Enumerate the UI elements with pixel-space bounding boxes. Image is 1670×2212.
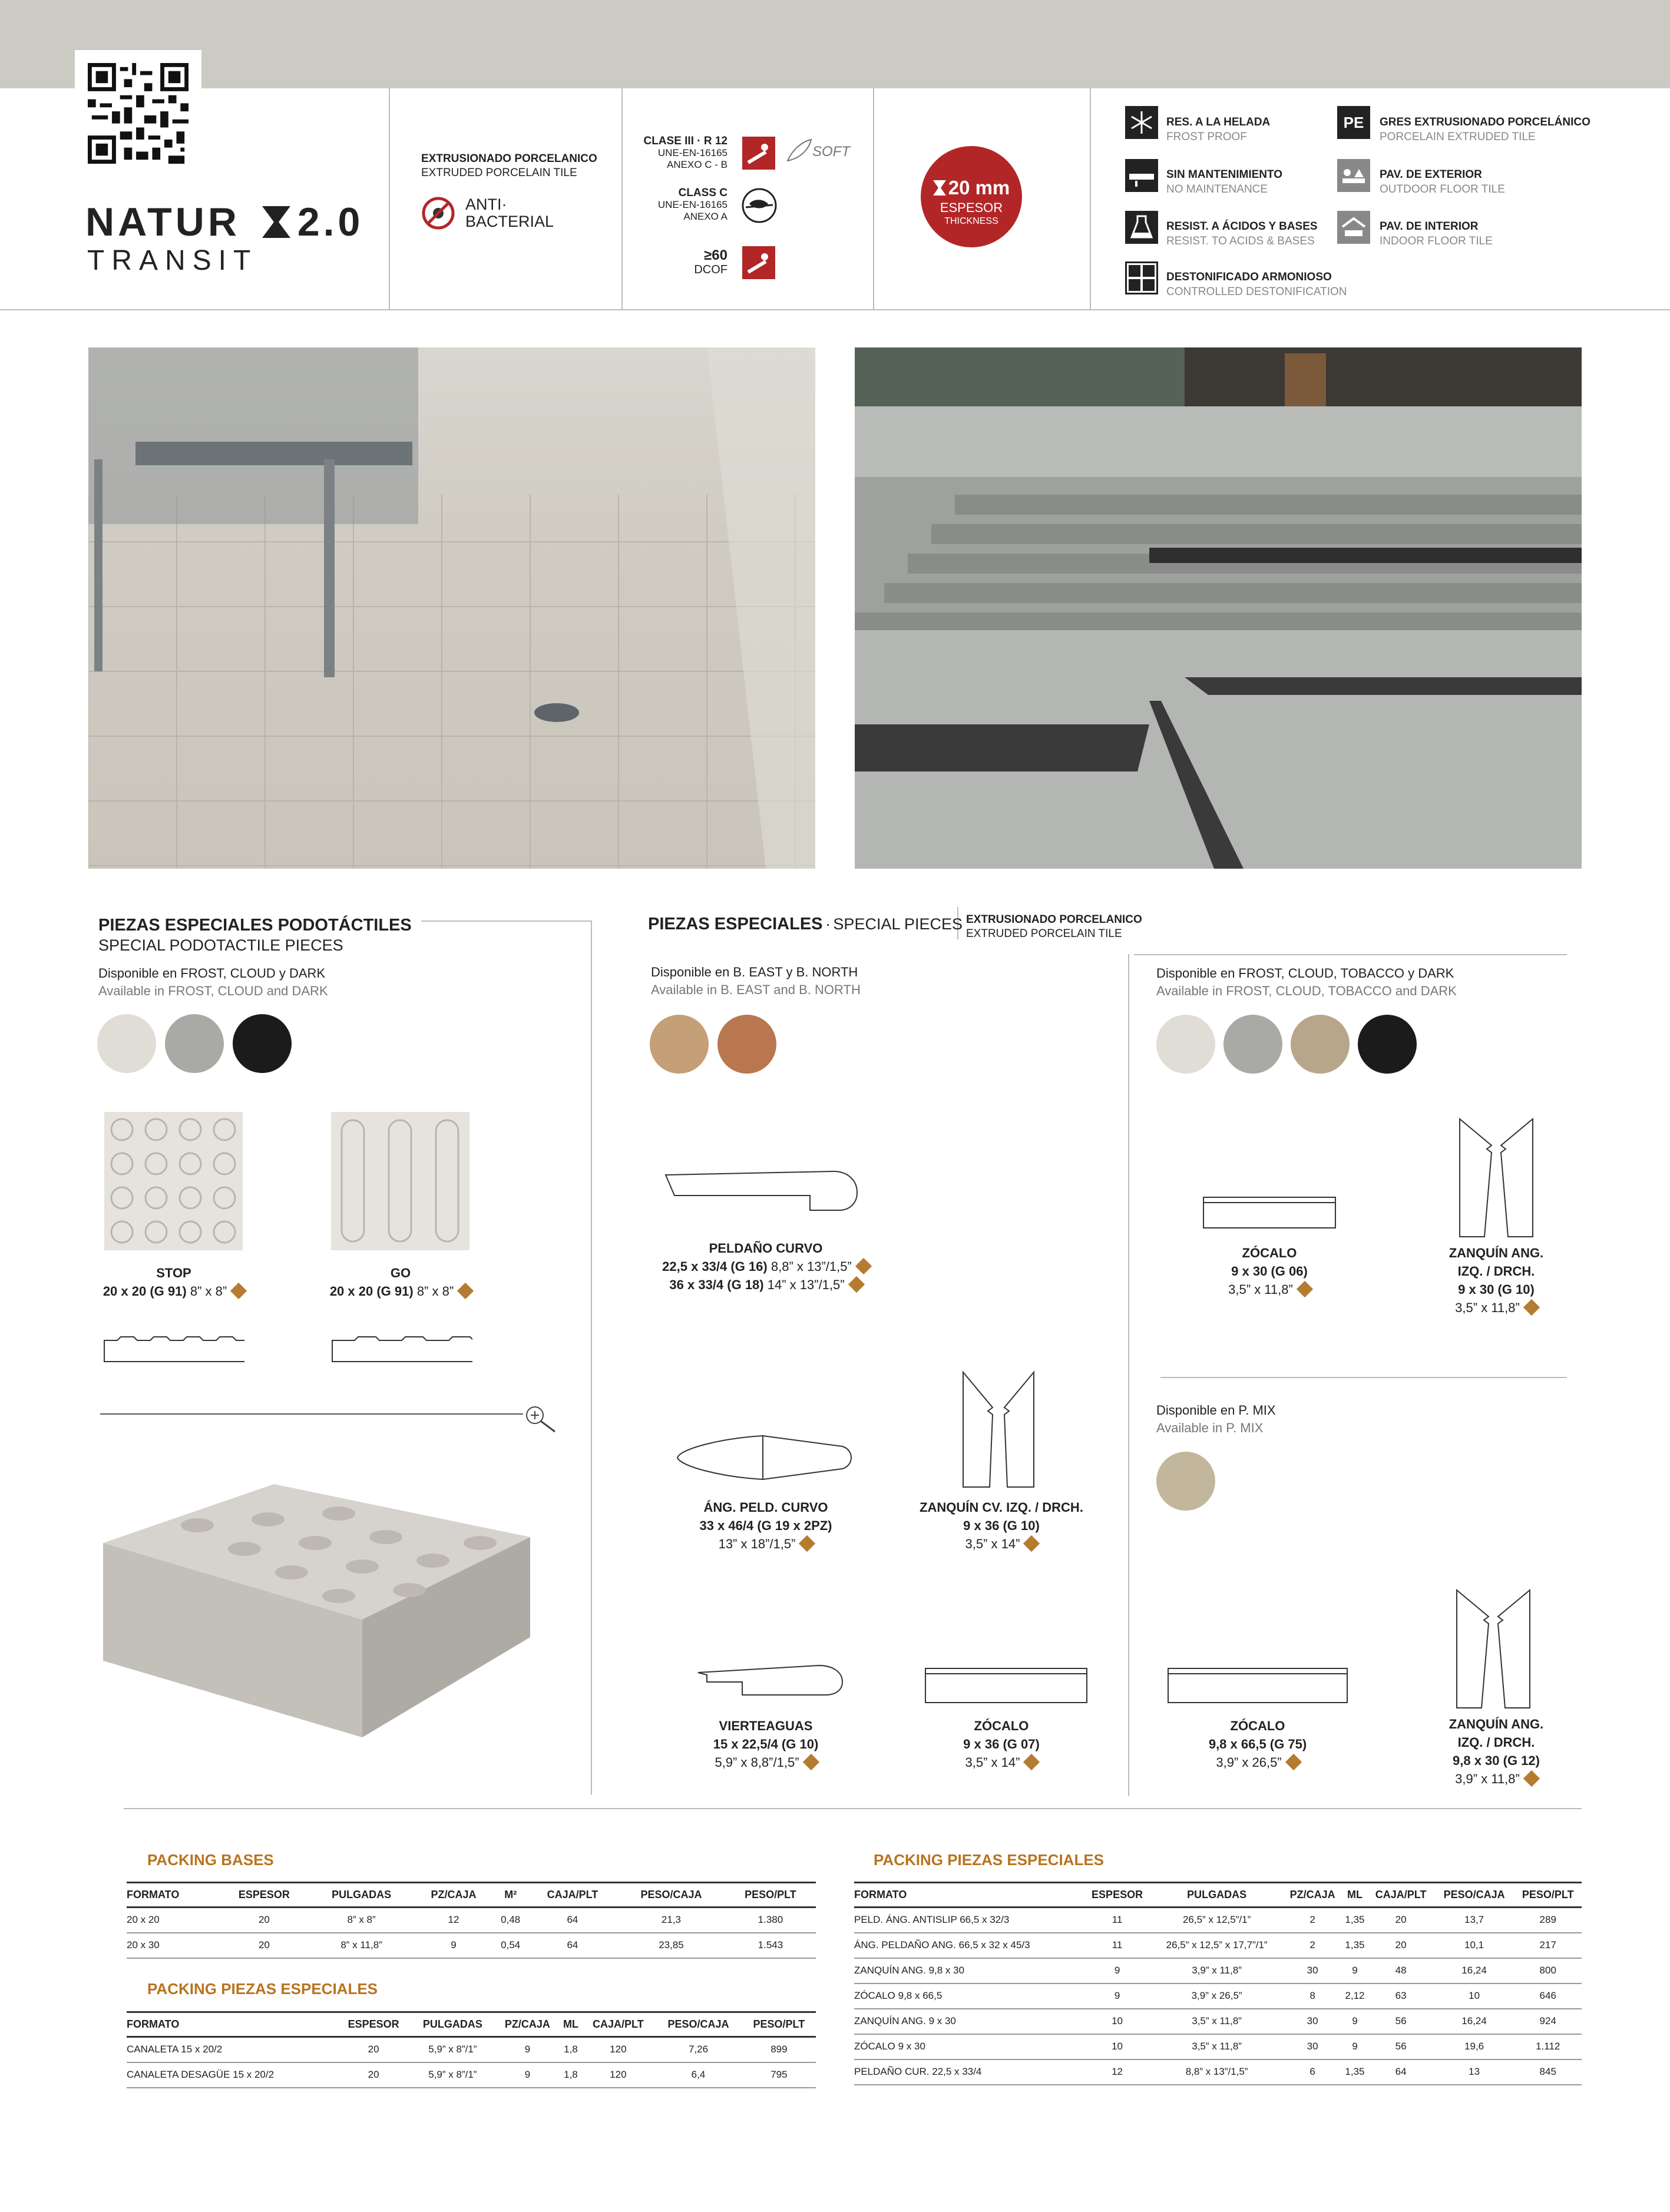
table-cell: 9 [1084, 1983, 1151, 2009]
table-cell: 20 x 30 [127, 1933, 219, 1958]
class3-norm: UNE-EN-16165 [657, 147, 727, 158]
table-cell: CANALETA DESAGÜE 15 x 20/2 [127, 2062, 337, 2088]
thickness-icon [933, 178, 946, 200]
diamond-icon [802, 1754, 819, 1770]
table-cell: 9 [495, 2037, 560, 2062]
stop-profile [103, 1336, 244, 1366]
table-cell: 16,24 [1434, 1958, 1514, 1983]
table-cell: 9 [1084, 1958, 1151, 1983]
table-cell: 10 [1084, 2034, 1151, 2059]
zanquin-ang-1-drawing [1455, 1116, 1537, 1243]
table-header-cell: PZ/CAJA [1283, 1883, 1342, 1908]
zoc1-size: 9 x 36 (G 07) [963, 1737, 1040, 1751]
class3-annex: ANEXO C - B [667, 159, 727, 170]
diamond-icon [1023, 1535, 1040, 1552]
table-header-cell: PULGADAS [309, 1883, 414, 1908]
table-cell: 845 [1514, 2059, 1582, 2085]
go-name: GO [390, 1266, 411, 1280]
thickness-value: 20 mm [948, 177, 1010, 198]
swatch-beast[interactable] [650, 1015, 709, 1074]
ang-peld-curvo-drawing [674, 1431, 857, 1487]
table-header-cell: PESO/CAJA [1434, 1883, 1514, 1908]
zoc3-inches: 3,9” x 26,5” [1216, 1755, 1282, 1770]
table-header-cell: FORMATO [127, 2012, 337, 2037]
table-header-cell: PZ/CAJA [495, 2012, 560, 2037]
feature-destone-en: CONTROLLED DESTONIFICATION [1166, 286, 1347, 298]
stop-size: 20 x 20 (G 91) [102, 1284, 187, 1299]
zocalo-2-drawing [1202, 1196, 1337, 1233]
zcv-size: 9 x 36 (G 10) [963, 1518, 1040, 1533]
table-cell: 3,5” x 11,8” [1150, 2034, 1282, 2059]
table-cell: 2,12 [1342, 1983, 1367, 2009]
table-cell: ZANQUÍN ANG. 9,8 x 30 [854, 1958, 1084, 1983]
table-cell: 924 [1514, 2009, 1582, 2034]
table-row [854, 2034, 1582, 2059]
table-cell: 289 [1514, 1908, 1582, 1933]
table-cell: 8 [1283, 1983, 1342, 2009]
special-avail3-es: Disponible en P. MIX [1156, 1403, 1276, 1418]
table-cell: 13 [1434, 2059, 1514, 2085]
table-cell: 11 [1084, 1908, 1151, 1933]
feature-destone-es: DESTONIFICADO ARMONIOSO [1166, 271, 1332, 283]
table-cell: 0,54 [494, 1933, 528, 1958]
table-cell: 10 [1434, 1983, 1514, 2009]
thickness-en: THICKNESS [944, 216, 998, 226]
table-row [127, 1933, 816, 1958]
zcv-inches: 3,5” x 14” [965, 1537, 1020, 1551]
ang-inches: 13” x 18”/1,5” [718, 1537, 796, 1551]
table-header-cell: FORMATO [854, 1883, 1084, 1908]
vierteaguas-drawing [695, 1655, 848, 1705]
qr-code[interactable] [75, 50, 201, 177]
table-header-cell: PESO/CAJA [654, 2012, 742, 2037]
table-cell: 48 [1368, 1958, 1434, 1983]
packing-divider [124, 1808, 1582, 1809]
table-header-cell: M² [494, 1883, 528, 1908]
zcv-name: ZANQUÍN CV. IZQ. / DRCH. [920, 1500, 1083, 1515]
feature-acid-es: RESIST. A ÁCIDOS Y BASES [1166, 220, 1318, 233]
special-ext-sub: EXTRUDED PORCELAIN TILE [966, 928, 1122, 940]
table-cell: 0,48 [494, 1908, 528, 1933]
table-cell: 9 [1342, 1958, 1367, 1983]
brand-name: NATUR [85, 200, 240, 244]
table-cell: 21,3 [617, 1908, 725, 1933]
zoc2-name: ZÓCALO [1242, 1246, 1297, 1260]
diamond-icon [1023, 1754, 1040, 1770]
zang2-inches: 3,9” x 11,8” [1455, 1771, 1520, 1786]
podo-subtitle: SPECIAL PODOTACTILE PIECES [98, 936, 343, 954]
peldano-name: PELDAÑO CURVO [709, 1241, 823, 1256]
soft-label [786, 138, 850, 166]
special-avail-en: Available in B. EAST and B. NORTH [651, 982, 861, 997]
table-cell: 63 [1368, 1983, 1434, 2009]
table-header-cell: ESPESOR [219, 1883, 309, 1908]
diamond-icon [457, 1283, 474, 1299]
swatch-dark-2[interactable] [1358, 1015, 1417, 1074]
special-avail-es: Disponible en B. EAST y B. NORTH [651, 965, 858, 979]
table-cell: 26,5” x 12,5” x 17,7”/1” [1150, 1933, 1282, 1958]
swatch-frost-2[interactable] [1156, 1015, 1215, 1074]
table-header-row [127, 2012, 816, 2037]
diamond-icon [799, 1535, 815, 1552]
table-header-row [127, 1883, 816, 1908]
table-cell: 20 [219, 1933, 309, 1958]
feature-frost-es: RES. A LA HELADA [1166, 116, 1271, 128]
zang2-side: IZQ. / DRCH. [1457, 1735, 1535, 1750]
viert-name: VIERTEAGUAS [719, 1718, 813, 1733]
header-vline [873, 88, 874, 309]
kitchen-photo [88, 347, 815, 869]
special-avail2-en: Available in FROST, CLOUD, TOBACCO and DARK [1156, 984, 1457, 998]
table-cell: 9 [414, 1933, 493, 1958]
diamond-icon [230, 1283, 247, 1299]
table-header-cell: PZ/CAJA [414, 1883, 493, 1908]
dcof-value: ≥60 [704, 247, 727, 263]
extruded-icon [1337, 106, 1370, 139]
zang1-size: 9 x 30 (G 10) [1458, 1282, 1535, 1297]
table-row [127, 2037, 816, 2062]
table-cell: 5,9” x 8”/1” [410, 2037, 495, 2062]
brand-logo [85, 199, 363, 247]
feature-maint-es: SIN MANTENIMIENTO [1166, 168, 1283, 181]
diamond-icon [1297, 1281, 1313, 1297]
top-band [0, 0, 1670, 88]
table-cell: 20 [1368, 1933, 1434, 1958]
table-cell: 23,85 [617, 1933, 725, 1958]
swatch-bnorth[interactable] [717, 1015, 776, 1074]
table-cell: 11 [1084, 1933, 1151, 1958]
table-cell: 12 [1084, 2059, 1151, 2085]
table-cell: 19,6 [1434, 2034, 1514, 2059]
hourglass-icon [262, 201, 290, 247]
stop-name: STOP [156, 1266, 191, 1280]
header-vline [389, 88, 390, 309]
swatch-cloud-2[interactable] [1223, 1015, 1282, 1074]
class3-title: CLASE III · R 12 [643, 135, 727, 147]
table-cell: 9 [1342, 2034, 1367, 2059]
table-cell: 64 [528, 1908, 617, 1933]
packing-bases-title: PACKING BASES [147, 1851, 274, 1869]
extruded-badge: PE [1339, 108, 1368, 137]
leaf-icon [786, 138, 812, 166]
table-header-cell: CAJA/PLT [582, 2012, 655, 2037]
packing-esp-right-title: PACKING PIEZAS ESPECIALES [874, 1851, 1104, 1869]
table-cell: 16,24 [1434, 2009, 1514, 2034]
diamond-icon [1523, 1770, 1540, 1787]
table-cell: 8” x 11,8” [309, 1933, 414, 1958]
extrusion-title: EXTRUSIONADO PORCELANICO [421, 153, 597, 165]
table-cell: 9 [495, 2062, 560, 2088]
snowflake-icon [1125, 106, 1158, 139]
feature-outdoor-en: OUTDOOR FLOOR TILE [1380, 183, 1505, 196]
extrusion-subtitle: EXTRUDED PORCELAIN TILE [421, 167, 577, 179]
header-vline [621, 88, 623, 309]
table-header-cell: CAJA/PLT [528, 1883, 617, 1908]
zoom-line [100, 1413, 523, 1415]
diamond-icon [1285, 1754, 1301, 1770]
table-cell: PELDAÑO CUR. 22,5 x 33/4 [854, 2059, 1084, 2085]
slip-r12-icon [742, 137, 775, 170]
viert-inches: 5,9” x 8,8”/1,5” [715, 1755, 799, 1770]
feature-frost-en: FROST PROOF [1166, 131, 1247, 143]
ang-name: ÁNG. PELD. CURVO [703, 1500, 828, 1515]
table-row [854, 1908, 1582, 1933]
zanquin-cv-drawing [957, 1366, 1040, 1493]
classc-title: CLASS C [678, 187, 727, 199]
acid-icon [1125, 211, 1158, 244]
zang2-name: ZANQUÍN ANG. [1449, 1717, 1544, 1731]
brand-subname: TRANSIT [87, 245, 258, 276]
zanquin-ang-2-drawing [1452, 1587, 1535, 1714]
table-cell: 217 [1514, 1933, 1582, 1958]
podo-avail-es: Disponible en FROST, CLOUD y DARK [98, 966, 326, 981]
zoom-icon[interactable] [523, 1405, 558, 1437]
table-header-cell: ESPESOR [1084, 1883, 1151, 1908]
table-cell: 12 [414, 1908, 493, 1933]
table-cell: 1.380 [725, 1908, 816, 1933]
table-row [854, 1958, 1582, 1983]
table-header-cell: ML [560, 2012, 581, 2037]
classc-norm: UNE-EN-16165 [657, 199, 727, 210]
table-cell: 30 [1283, 2034, 1342, 2059]
special-subtitle: SPECIAL PIECES [833, 915, 963, 933]
table-cell: 7,26 [654, 2037, 742, 2062]
feature-acid-en: RESIST. TO ACIDS & BASES [1166, 235, 1315, 247]
special-avail2-es: Disponible en FROST, CLOUD, TOBACCO y DARK [1156, 966, 1454, 981]
table-cell: 3,9” x 11,8” [1150, 1958, 1282, 1983]
table-header-cell: CAJA/PLT [1368, 1883, 1434, 1908]
table-cell: 1,35 [1342, 1908, 1367, 1933]
zang1-side: IZQ. / DRCH. [1457, 1264, 1535, 1279]
table-cell: 1,8 [560, 2037, 581, 2062]
swatch-pmix[interactable] [1156, 1452, 1215, 1511]
go-tile [331, 1112, 469, 1250]
table-cell: 20 [337, 2062, 410, 2088]
peldano-in1: 8,8” x 13”/1,5” [770, 1259, 852, 1274]
dcof-label: DCOF [694, 263, 727, 276]
grid-icon [1125, 261, 1158, 294]
peldano-size2: 36 x 33/4 (G 18) [669, 1277, 764, 1292]
special-title-sep-text: · [825, 915, 831, 933]
ang-size: 33 x 46/4 (G 19 x 2PZ) [699, 1518, 832, 1533]
table-cell: 8,8” x 13”/1,5” [1150, 2059, 1282, 2085]
zoc2-size: 9 x 30 (G 06) [1231, 1264, 1308, 1279]
table-cell: 1.543 [725, 1933, 816, 1958]
go-inches: 8” x 8” [416, 1284, 454, 1299]
table-cell: 1,8 [560, 2062, 581, 2088]
special-title: PIEZAS ESPECIALES [648, 915, 823, 933]
packing-esp-left-table [127, 2011, 816, 2088]
zoc3-name: ZÓCALO [1230, 1718, 1285, 1733]
special-ext-title: EXTRUSIONADO PORCELANICO [966, 913, 1142, 926]
podo-title: PIEZAS ESPECIALES PODOTÁCTILES [98, 916, 412, 935]
table-cell: 8” x 8” [309, 1908, 414, 1933]
table-cell: 30 [1283, 1958, 1342, 1983]
zoc1-inches: 3,5” x 14” [965, 1755, 1020, 1770]
table-cell: 1.112 [1514, 2034, 1582, 2059]
table-cell: 899 [742, 2037, 816, 2062]
go-profile [331, 1336, 472, 1366]
diamond-icon [848, 1276, 864, 1293]
table-cell: 20 x 20 [127, 1908, 219, 1933]
table-cell: 30 [1283, 2009, 1342, 2034]
table-cell: 3,5” x 11,8” [1150, 2009, 1282, 2034]
table-header-cell: PESO/PLT [1514, 1883, 1582, 1908]
table-row [854, 2059, 1582, 2085]
table-cell: 1,35 [1342, 1933, 1367, 1958]
peldano-curvo-drawing [663, 1169, 863, 1225]
zang1-inches: 3,5” x 11,8” [1455, 1300, 1520, 1315]
table-cell: 1,35 [1342, 2059, 1367, 2085]
table-cell: 56 [1368, 2034, 1434, 2059]
barefoot-icon [741, 187, 778, 227]
brand-version: 2.0 [297, 200, 364, 244]
tactile-tile-3d [97, 1484, 539, 1740]
table-cell: 26,5” x 12,5”/1” [1150, 1908, 1282, 1933]
swatch-dark[interactable] [233, 1014, 292, 1073]
table-cell: 9 [1342, 2009, 1367, 2034]
table-cell: ZANQUÍN ANG. 9 x 30 [854, 2009, 1084, 2034]
table-cell: 13,7 [1434, 1908, 1514, 1933]
swatch-tobacco[interactable] [1291, 1015, 1350, 1074]
feature-indoor-es: PAV. DE INTERIOR [1380, 220, 1479, 233]
table-cell: ZÓCALO 9 x 30 [854, 2034, 1084, 2059]
table-cell: 10 [1084, 2009, 1151, 2034]
table-cell: 6 [1283, 2059, 1342, 2085]
table-row [854, 1933, 1582, 1958]
table-cell: ÁNG. PELDAÑO ANG. 66,5 x 32 x 45/3 [854, 1933, 1084, 1958]
antibacterial-line2: BACTERIAL [465, 213, 554, 230]
table-cell: 64 [1368, 2059, 1434, 2085]
zang2-size: 9,8 x 30 (G 12) [1453, 1753, 1540, 1768]
table-cell: 800 [1514, 1958, 1582, 1983]
peldano-size1: 22,5 x 33/4 (G 16) [662, 1259, 768, 1274]
table-cell: CANALETA 15 x 20/2 [127, 2037, 337, 2062]
viert-size: 15 x 22,5/4 (G 10) [713, 1737, 819, 1751]
table-header-row [854, 1883, 1582, 1908]
table-header-cell: PULGADAS [410, 2012, 495, 2037]
table-row [127, 2062, 816, 2088]
table-cell: 5,9” x 8”/1” [410, 2062, 495, 2088]
table-cell: 795 [742, 2062, 816, 2088]
table-cell: 120 [582, 2062, 655, 2088]
table-cell: 6,4 [654, 2062, 742, 2088]
indoor-icon [1337, 211, 1370, 244]
special-right-line [1134, 954, 1567, 955]
packing-esp-right-table [854, 1882, 1582, 2085]
special-avail3-en: Available in P. MIX [1156, 1420, 1264, 1435]
table-header-cell: PESO/PLT [725, 1883, 816, 1908]
header-divider [0, 309, 1670, 310]
packing-esp-left-title: PACKING PIEZAS ESPECIALES [147, 1980, 378, 1998]
zocalo-3-drawing [1166, 1667, 1349, 1707]
antibacterial-line1: ANTI· [465, 196, 507, 213]
feature-maint-en: NO MAINTENANCE [1166, 183, 1268, 196]
swatch-frost[interactable] [97, 1014, 156, 1073]
table-cell: 646 [1514, 1983, 1582, 2009]
table-row [127, 1908, 816, 1933]
table-cell: PELD. ÁNG. ANTISLIP 66,5 x 32/3 [854, 1908, 1084, 1933]
stop-tile [104, 1112, 243, 1250]
table-row [854, 1983, 1582, 2009]
pmix-divider [1160, 1377, 1567, 1378]
table-cell: ZÓCALO 9,8 x 66,5 [854, 1983, 1084, 2009]
zang1-name: ZANQUÍN ANG. [1449, 1246, 1544, 1260]
diamond-icon [855, 1258, 872, 1274]
zocalo-1-drawing [924, 1667, 1089, 1707]
podo-divider [591, 920, 592, 1795]
table-header-cell: PESO/PLT [742, 2012, 816, 2037]
thickness-badge [921, 146, 1022, 247]
table-header-cell: PULGADAS [1150, 1883, 1282, 1908]
podo-title-line [421, 920, 592, 922]
table-cell: 20 [219, 1908, 309, 1933]
dcof-icon [742, 246, 775, 279]
table-cell: 3,9” x 26,5” [1150, 1983, 1282, 2009]
podo-avail-en: Available in FROST, CLOUD and DARK [98, 984, 328, 998]
table-cell: 20 [337, 2037, 410, 2062]
classc-annex: ANEXO A [683, 211, 727, 222]
table-header-cell: ML [1342, 1883, 1367, 1908]
table-cell: 2 [1283, 1933, 1342, 1958]
header-vline [1090, 88, 1091, 309]
table-cell: 120 [582, 2037, 655, 2062]
qr-code-icon [88, 63, 189, 164]
packing-bases-table [127, 1882, 816, 1959]
stop-inches: 8” x 8” [190, 1284, 227, 1299]
table-cell: 10,1 [1434, 1933, 1514, 1958]
zoc1-name: ZÓCALO [974, 1718, 1029, 1733]
zoc2-inches: 3,5” x 11,8” [1228, 1282, 1293, 1297]
table-header-cell: FORMATO [127, 1883, 219, 1908]
soft-text: SOFT [812, 143, 850, 160]
antibacterial-icon [421, 196, 455, 233]
table-header-cell: PESO/CAJA [617, 1883, 725, 1908]
feature-outdoor-es: PAV. DE EXTERIOR [1380, 168, 1482, 181]
no-maintenance-icon [1125, 159, 1158, 192]
diamond-icon [1523, 1299, 1540, 1316]
go-size: 20 x 20 (G 91) [329, 1284, 414, 1299]
swatch-cloud[interactable] [165, 1014, 224, 1073]
zoc3-size: 9,8 x 66,5 (G 75) [1208, 1737, 1307, 1751]
feature-extruded-en: PORCELAIN EXTRUDED TILE [1380, 131, 1536, 143]
outdoor-icon [1337, 159, 1370, 192]
feature-indoor-en: INDOOR FLOOR TILE [1380, 235, 1493, 247]
peldano-in2: 14” x 13”/1,5” [767, 1277, 845, 1292]
table-cell: 56 [1368, 2009, 1434, 2034]
feature-extruded-es: GRES EXTRUSIONADO PORCELÁNICO [1380, 116, 1590, 128]
table-cell: 20 [1368, 1908, 1434, 1933]
thickness-es: ESPESOR [940, 200, 1003, 215]
special-divider [1128, 954, 1129, 1796]
table-cell: 2 [1283, 1908, 1342, 1933]
table-row [854, 2009, 1582, 2034]
table-cell: 64 [528, 1933, 617, 1958]
table-header-cell: ESPESOR [337, 2012, 410, 2037]
stairs-photo [855, 347, 1582, 869]
